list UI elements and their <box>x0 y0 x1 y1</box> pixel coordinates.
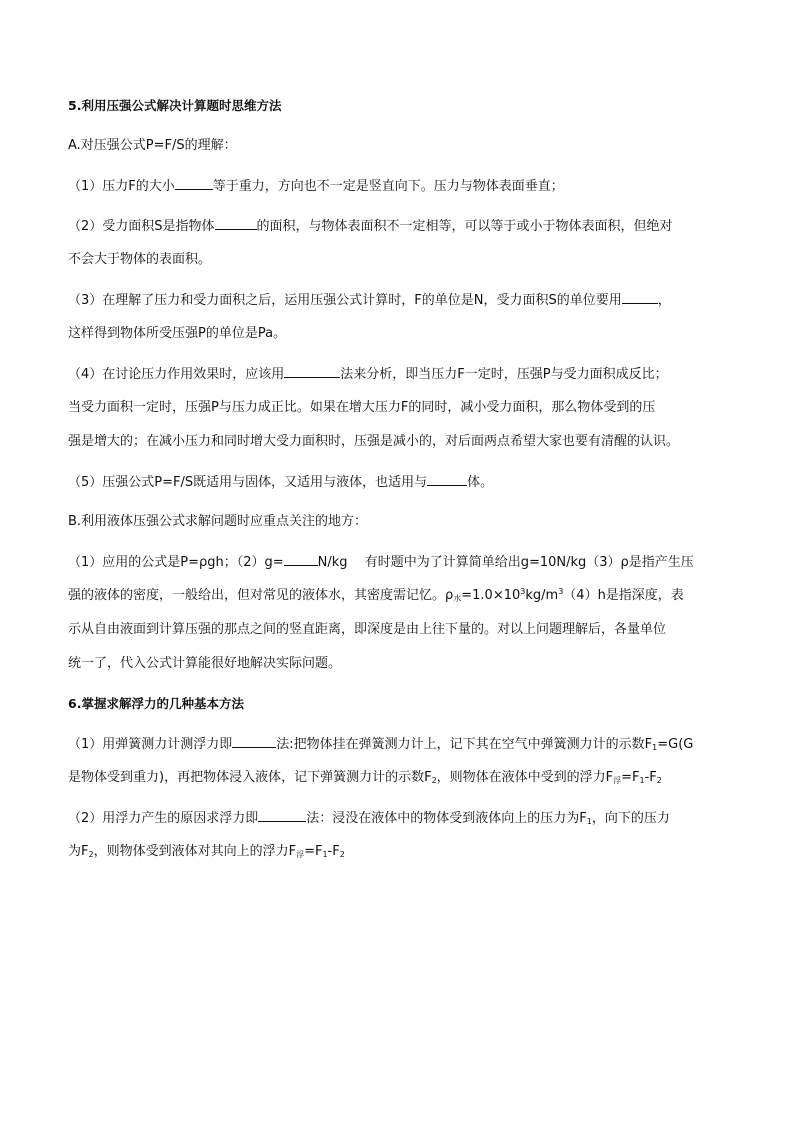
item-2-line-1: （2）受力面积S是指物体 的面积，与物体表面积不一定相等，可以等于或小于物体表面积，但绝对 <box>68 216 728 236</box>
item-4-line-3: 强是增大的；在减小压力和同时增大受力面积时，压强是减小的，对后面两点希望大家也要有清醒的认识。 <box>68 434 680 449</box>
answer-blank <box>284 552 318 566</box>
section-6-heading: 6.掌握求解浮力的几种基本方法 <box>68 696 244 711</box>
method-2-line-2: 为$F_2$，则物体受到液体对其向上的浮力$F_浮=F_1-F_2$ <box>68 844 345 859</box>
item-3-line-1: （3）在理解了压力和受力面积之后，运用压强公式计算时，F的单位是N，受力面积S的单位要用 ， <box>68 290 728 310</box>
item-4-line-1: （4）在讨论压力作用效果时，应该用 法来分析，即当压力F一定时，压强P与受力面积成反比； <box>68 364 728 384</box>
item-2-line-2: 不会大于物体的表面积。 <box>68 252 212 267</box>
answer-blank <box>622 290 658 304</box>
answer-blank <box>232 734 276 748</box>
section-5a-title: A.对压强公式P=F/S的理解： <box>68 138 237 153</box>
section-5b-title: B.利用液体压强公式求解问题时应重点关注的地方： <box>68 514 368 529</box>
b-item-line-1: （1）应用的公式是P=ρgh；（2）g= N/kg 有时题中为了计算简单给出g=10N/kg（3）ρ是指产生压 <box>68 552 728 572</box>
answer-blank <box>258 808 306 822</box>
answer-blank <box>427 472 467 486</box>
b-item-line-3: 示从自由液面到计算压强的那点之间的竖直距离，即深度是由上往下量的。对以上问题理解后，各量单位 <box>68 622 667 637</box>
item-1: （1）压力F的大小 等于重力，方向也不一定是竖直向下。压力与物体表面垂直； <box>68 176 728 196</box>
document-page <box>68 96 728 882</box>
b-item-line-4: 统一了，代入公式计算能很好地解决实际问题。 <box>68 656 342 671</box>
b-item-line-2: 强的液体的密度，一般给出，但对常见的液体水，其密度需记忆。$\rho_水=1.0\times 10^3kg/m^3(4)h$是指深度，表 <box>68 587 684 603</box>
answer-blank <box>284 364 340 378</box>
answer-blank <box>215 216 257 230</box>
answer-blank <box>175 176 213 190</box>
method-2-line-1: （2）用浮力产生的原因求浮力即 法：浸没在液体中的物体受到液体向上的压力为$F_1$，向下的压力 <box>68 808 728 828</box>
section-5-heading: 5.利用压强公式解决计算题时思维方法 <box>68 98 282 113</box>
method-1-line-2: 是物体受到重力)，再把物体浸入液体，记下弹簧测力计的示数$F_2$，则物体在液体中受到的浮力$F_浮=F_1-F_2$ <box>68 770 662 785</box>
method-1-line-1: （1）用弹簧测力计测浮力即 法:把物体挂在弹簧测力计上，记下其在空气中弹簧测力计的示数$F_1=G(G$ <box>68 734 728 754</box>
item-4-line-2: 当受力面积一定时，压强P与压力成正比。如果在增大压力F的同时，减小受力面积，那么物体受到的压 <box>68 400 656 415</box>
item-5: （5）压强公式P=F/S既适用与固体，又适用与液体，也适用与 体。 <box>68 472 728 492</box>
item-3-line-2: 这样得到物体所受压强P的单位是Pa。 <box>68 326 287 341</box>
